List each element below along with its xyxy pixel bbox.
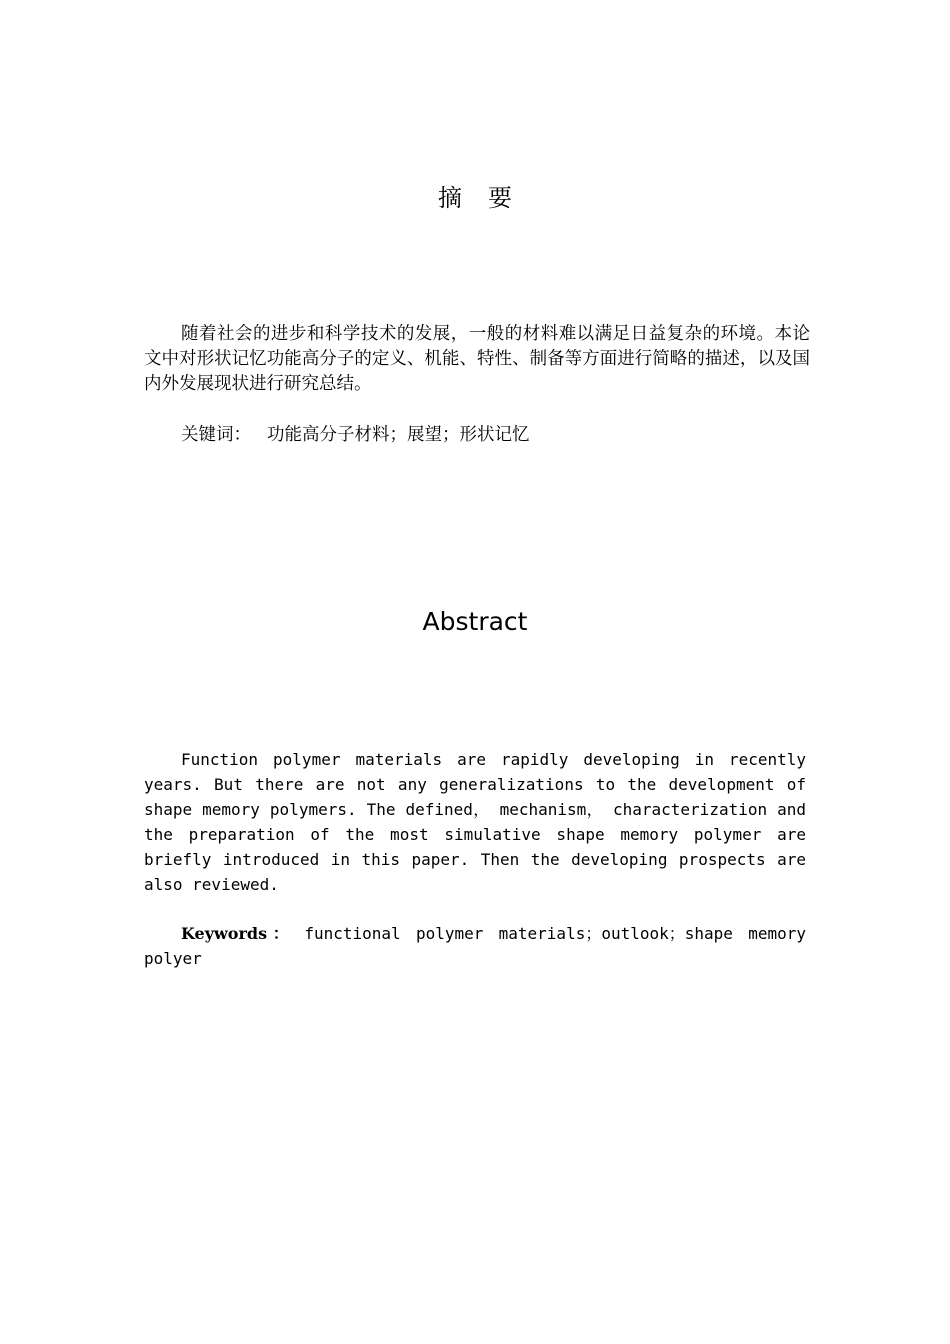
chinese-keywords-list: 功能高分子材料；展望；形状记忆 bbox=[267, 425, 530, 445]
english-keywords bbox=[144, 921, 806, 971]
english-abstract-body: Function polymer materials are rapidly developing in recently years. But there are not any generalizations to the development of shape memory polymers. The defined， mechanism， characterization and the preparation of the most simulative shape memory polymer are briefly introduced in this paper. Then the developing prospects are also reviewed. bbox=[144, 750, 806, 894]
chinese-abstract-body: 随着社会的进步和科学技术的发展，一般的材料难以满足日益复杂的环境。本论文中对形状记忆功能高分子的定义、机能、特性、制备等方面进行简略的描述，以及国内外发展现状进行研究总结。 bbox=[144, 324, 810, 394]
chinese-keywords bbox=[181, 423, 530, 448]
english-keywords-list: functional polymer materials；outlook；shape memory polyer bbox=[144, 924, 806, 968]
chinese-abstract-title: 摘要 bbox=[438, 184, 538, 212]
english-keywords-label: Keywords： bbox=[181, 924, 295, 943]
english-abstract-title: Abstract bbox=[422, 607, 528, 636]
chinese-keywords-label: 关键词： bbox=[181, 425, 251, 445]
